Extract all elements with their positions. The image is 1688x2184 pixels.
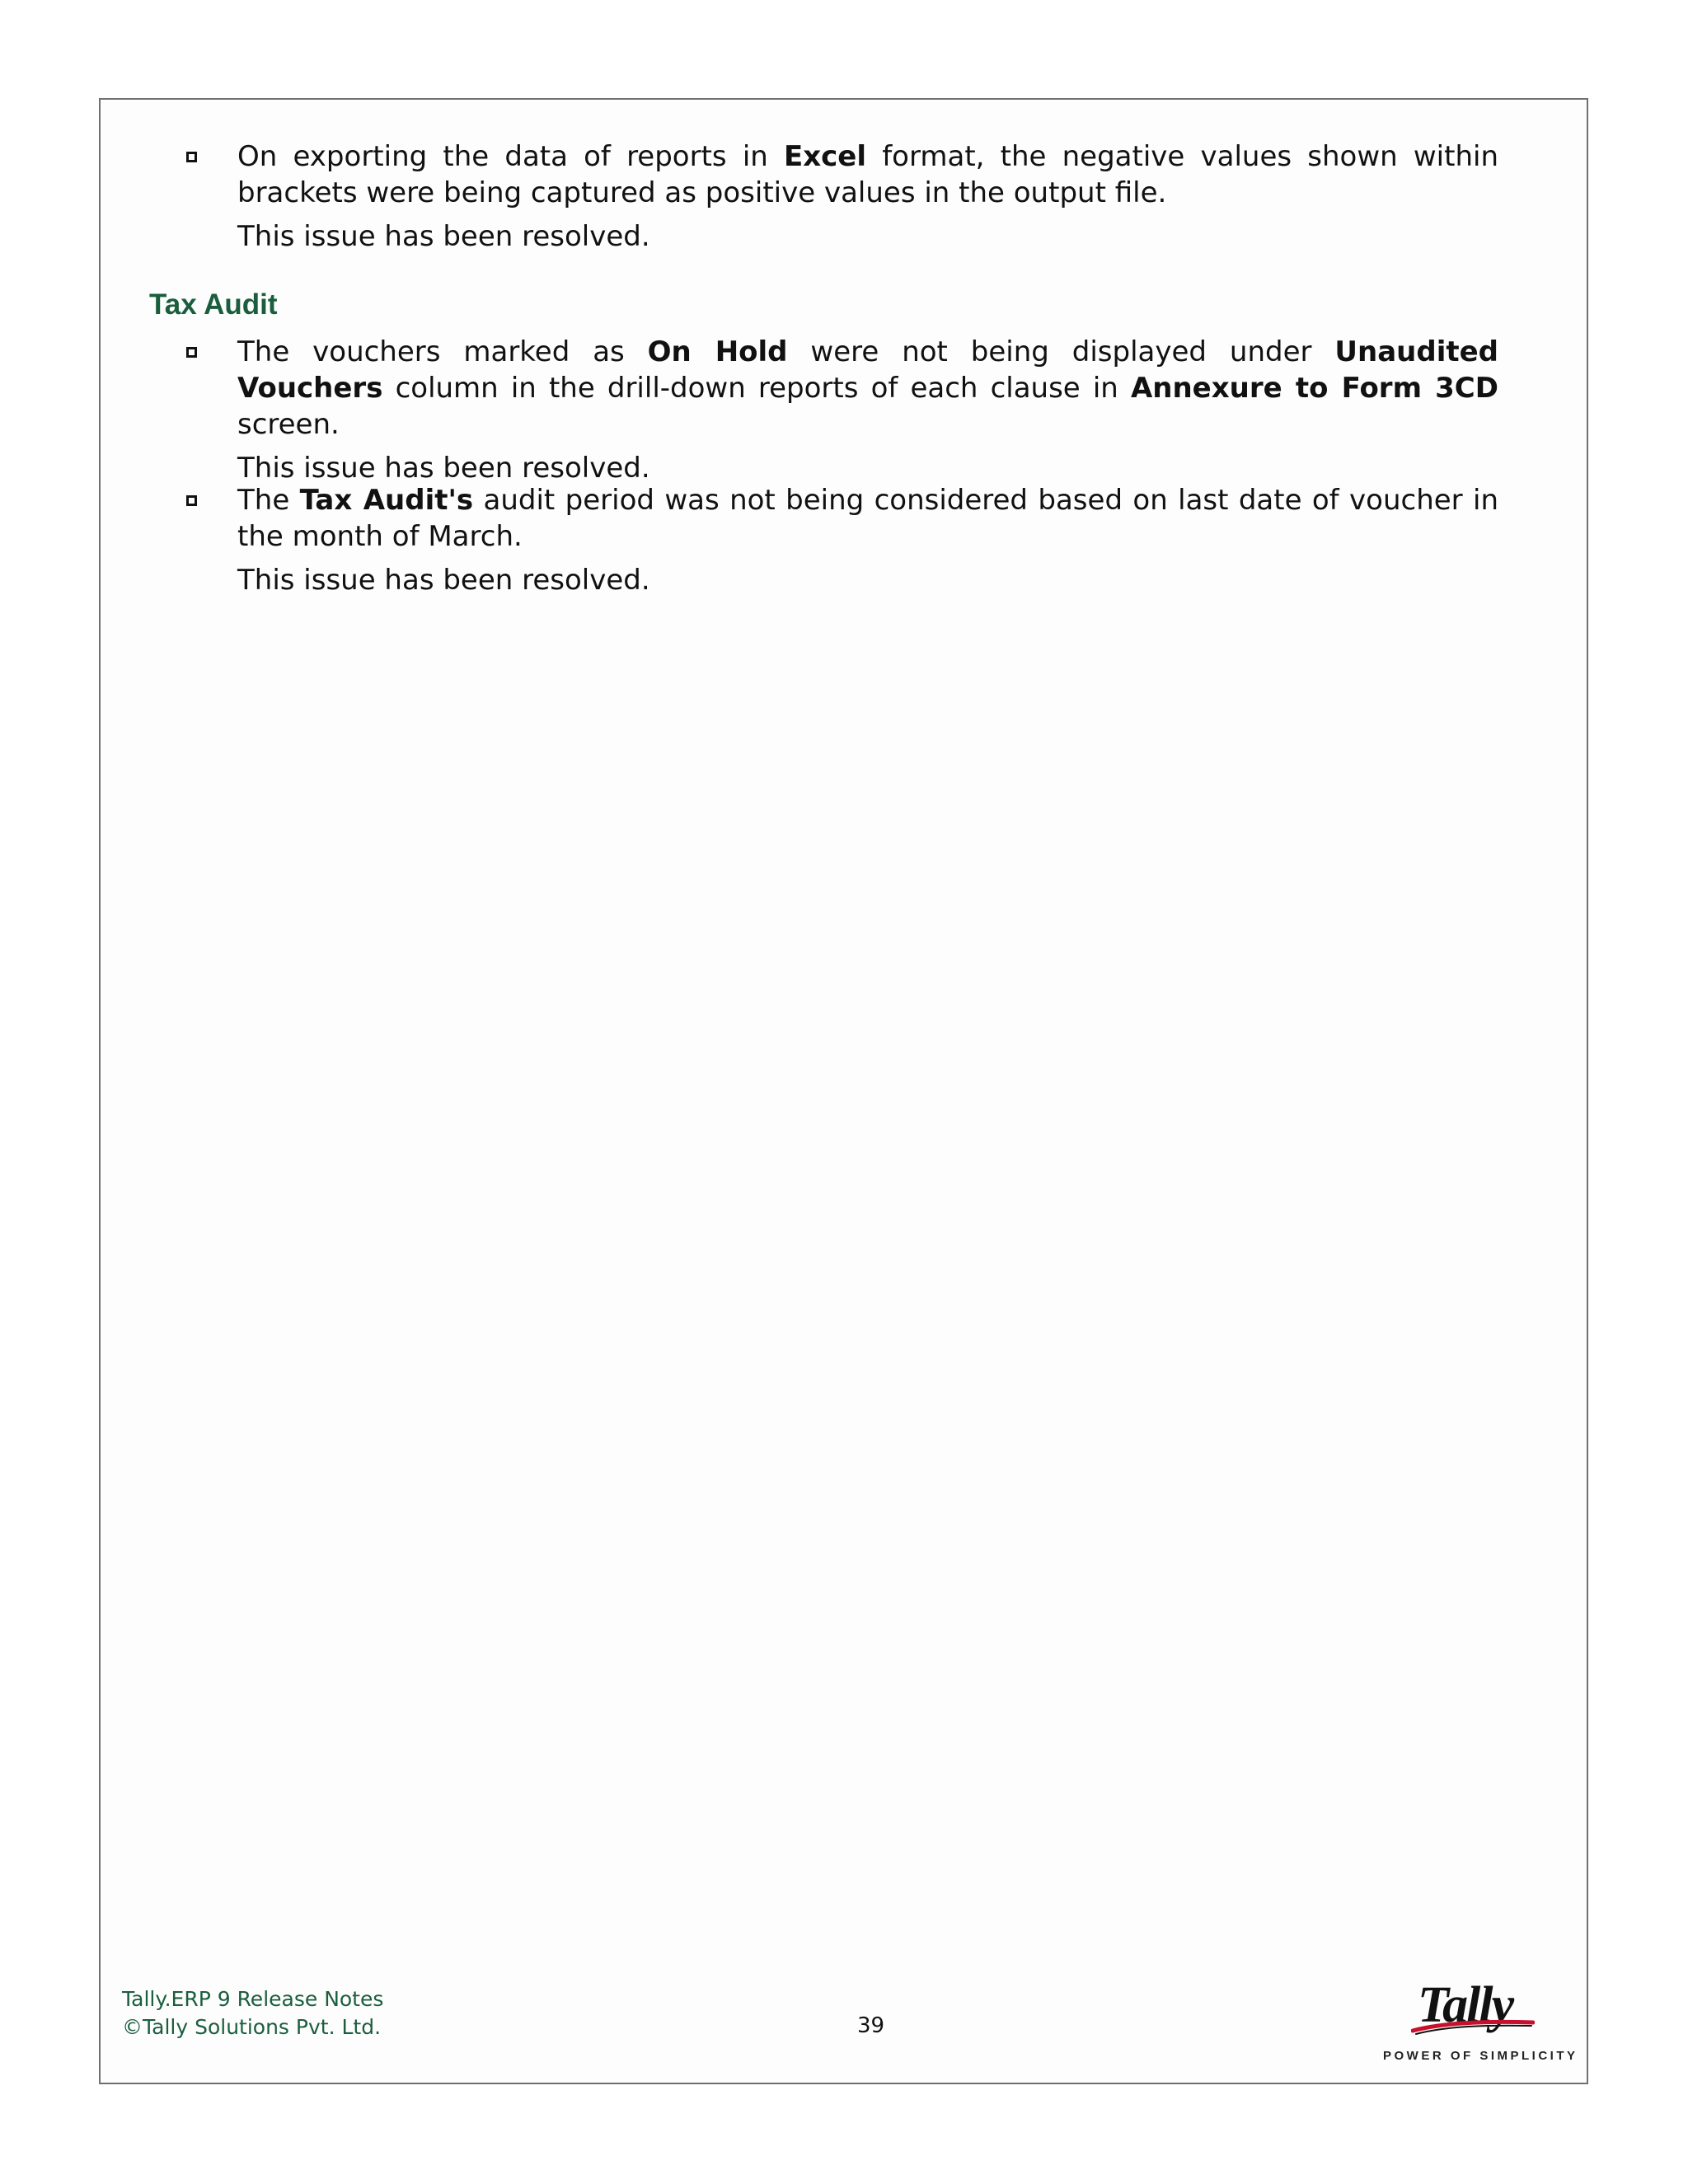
item-text <box>237 138 1498 211</box>
text-run: column in the drill-down reports of each clause in <box>382 372 1131 405</box>
footer-copyright: ©Tally Solutions Pvt. Ltd. <box>122 2015 382 2039</box>
square-bullet-icon <box>186 347 197 358</box>
bold-text-run: Annexure to Form 3CD <box>1130 372 1498 405</box>
tally-logo <box>1378 1976 1578 2067</box>
page-number: 39 <box>857 2013 885 2038</box>
item-text <box>237 482 1498 555</box>
resolution-note: This issue has been resolved. <box>237 220 650 253</box>
logo-swoosh-icon <box>1411 2018 1535 2036</box>
text-run: were not being displayed under <box>787 335 1335 368</box>
list-item <box>237 334 1498 486</box>
section-heading: Tax Audit <box>149 288 278 321</box>
list-item <box>237 138 1498 255</box>
bold-text-run: Unaudited Vouchers <box>237 335 1498 405</box>
text-run: On exporting the data of reports in <box>237 140 784 173</box>
footer-doc-title: Tally.ERP 9 Release Notes <box>122 1987 384 2011</box>
text-run: screen. <box>237 408 340 441</box>
list-item <box>237 482 1498 598</box>
square-bullet-icon <box>186 152 197 162</box>
bold-text-run: Excel <box>784 140 867 173</box>
bold-text-run: On Hold <box>647 335 788 368</box>
square-bullet-icon <box>186 495 197 506</box>
footer-credits <box>122 1985 383 2041</box>
text-run: audit period was not being considered based on last date of voucher in the month of March. <box>237 484 1499 553</box>
bold-text-run: Tax Audit's <box>299 484 474 517</box>
resolution-note: This issue has been resolved. <box>237 564 650 597</box>
logo-wordmark: Tally <box>1418 1977 1513 2033</box>
item-text <box>237 334 1498 443</box>
logo-tagline: POWER OF SIMPLICITY <box>1383 2049 1578 2063</box>
text-run: The <box>237 484 300 517</box>
resolution-note: This issue has been resolved. <box>237 452 650 485</box>
text-run: The vouchers marked as <box>237 335 648 368</box>
text-run: format, the negative values shown within brackets were being captured as positive values in the output file. <box>237 140 1498 209</box>
